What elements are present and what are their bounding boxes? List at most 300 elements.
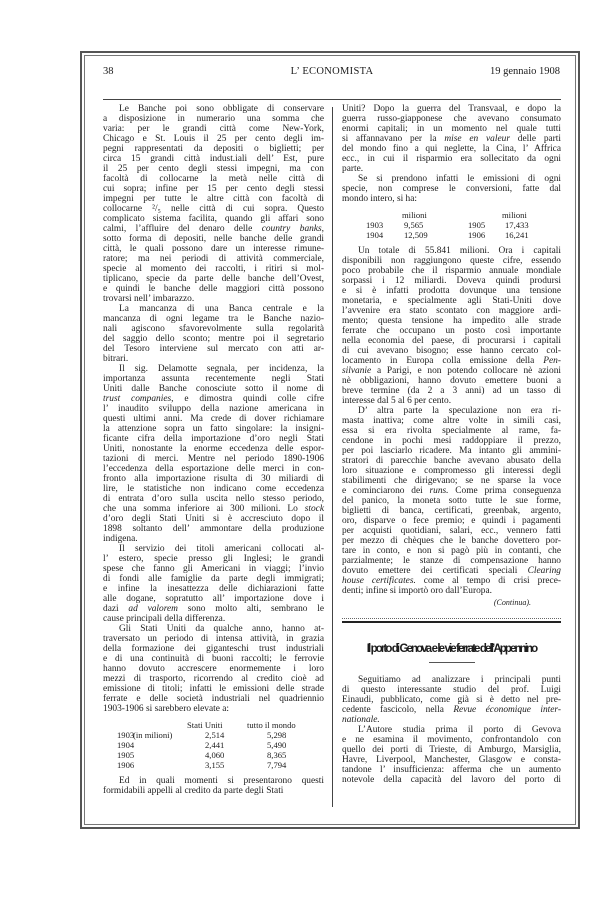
text-segment: importanza assunta recentemente negli Stati xyxy=(103,374,324,384)
text-line xyxy=(103,644,324,654)
text-segment: e cominciarono dei xyxy=(342,486,430,496)
text-segment: biglietti di banca, certificati, greenbak, argento, xyxy=(342,506,561,516)
value-cell: 16,241 xyxy=(505,230,529,240)
text-line xyxy=(342,426,561,436)
text-line xyxy=(103,144,324,154)
value-cell: 9,565 xyxy=(404,220,424,230)
text-line xyxy=(342,586,561,596)
text-line xyxy=(103,704,324,714)
text-segment: stabilimenti che dirigevano; se ne sparse la voce xyxy=(342,476,561,486)
world-value-cell: 8,365 xyxy=(267,750,287,760)
text-segment: Se si prendono infatti le emissioni di ogni xyxy=(358,174,561,184)
text-segment: a disposizione in numerario una somma che xyxy=(103,114,324,124)
issue-date: 19 gennaio 1908 xyxy=(490,66,560,77)
text-segment: essa si era rivolta specialmente al rame, fa- xyxy=(342,426,561,436)
table-header-row xyxy=(342,210,561,220)
text-line xyxy=(103,184,324,194)
text-line xyxy=(342,336,561,346)
text-segment: ficante cifra della importazione d’oro negli Stati xyxy=(103,434,324,444)
text-segment: specie, non comprese le conversioni, fatte dal xyxy=(342,184,561,194)
text-segment: l’avvenire era stato scontato con maggiore ardi- xyxy=(342,306,561,316)
world-emissions-table xyxy=(342,210,561,240)
text-line xyxy=(342,436,561,446)
text-line xyxy=(342,256,561,266)
text-segment: che una somma inferiore ai 300 milioni. Lo xyxy=(103,504,305,514)
text-segment: nella economia del paese, di procurarsi i capitali xyxy=(342,336,561,346)
text-segment: Havre, Liverpool, Manchester, Glasgow e consta- xyxy=(342,755,561,765)
column-divider xyxy=(332,107,333,807)
text-line xyxy=(342,775,561,785)
paragraph xyxy=(342,174,561,204)
text-segment: del Tesoro interviene sul mercato con atti ar- xyxy=(103,344,324,354)
text-line xyxy=(342,675,561,685)
text-line xyxy=(103,284,324,294)
usa-value-cell: 2,441 xyxy=(205,740,225,750)
text-segment: locamento in Europa colla emissione della xyxy=(342,356,544,366)
us-emissions-table xyxy=(103,720,324,770)
text-line xyxy=(342,705,561,715)
paragraph xyxy=(342,246,561,406)
text-line xyxy=(103,154,324,164)
text-segment: stratori di parecchie banche avevano abusato della xyxy=(342,456,561,466)
text-line xyxy=(342,246,561,256)
italic-text: Revue économique inter- xyxy=(453,705,561,715)
text-segment: trovarsi nell’ imbarazzo. xyxy=(103,294,195,304)
paragraph xyxy=(342,675,561,725)
text-line xyxy=(342,456,561,466)
left-closing-paragraph xyxy=(103,776,324,796)
text-line xyxy=(342,695,561,705)
unit-label-right: milioni xyxy=(502,210,527,220)
left-column xyxy=(103,104,324,796)
table-row xyxy=(103,730,324,740)
text-segment: di fondi alle famiglie da parte degli immigrati; xyxy=(103,574,324,584)
text-line xyxy=(103,584,324,594)
paragraph xyxy=(342,104,561,174)
text-line xyxy=(342,266,561,276)
text-line xyxy=(342,346,561,356)
text-line xyxy=(342,296,561,306)
table-header-row xyxy=(103,720,324,730)
text-line xyxy=(103,374,324,384)
text-line xyxy=(342,486,561,496)
text-segment: lire, le statistiche non indicano come eccedenza xyxy=(103,484,324,494)
text-segment: città, le quali possono dare un interesse rimune- xyxy=(103,244,324,254)
text-segment: l’ inaudito sviluppo della nazione americana in xyxy=(103,404,324,414)
text-segment: 1903-1906 si sarebbero elevate a: xyxy=(103,704,229,714)
text-line xyxy=(103,504,324,514)
article-title xyxy=(342,640,561,658)
text-segment: La mancanza di una Banca centrale e la xyxy=(119,304,324,314)
text-line xyxy=(342,685,561,695)
text-line xyxy=(342,755,561,765)
text-segment: di entrata d’oro sulla uscita nello stesso periodo, xyxy=(103,494,324,504)
italic-text: house certificates. xyxy=(342,576,416,586)
text-segment: e ne esamina il movimento, confrontandolo con xyxy=(342,735,561,745)
text-line xyxy=(103,564,324,574)
usa-value-cell: 4,060 xyxy=(205,750,225,760)
text-line xyxy=(342,506,561,516)
text-line xyxy=(342,576,561,586)
year-cell: 1906 xyxy=(117,760,135,770)
text-segment: collocarne ²/₅ nelle città di cui sopra. Questo xyxy=(103,204,324,214)
text-segment: D’ altra parte la speculazione non era ri- xyxy=(358,406,561,416)
text-line xyxy=(342,546,561,556)
text-line xyxy=(103,544,324,554)
text-segment: emissione di titoli; infatti le emissioni delle strade xyxy=(103,684,324,694)
text-segment: monetaria, e specialmente agli Stati-Uniti dove xyxy=(342,296,561,306)
year-cell: 1904 xyxy=(366,230,384,240)
text-line xyxy=(342,356,561,366)
italic-text: Clearing xyxy=(527,566,561,576)
header-rule xyxy=(103,99,561,100)
text-line xyxy=(103,234,324,244)
page-number: 38 xyxy=(103,66,114,77)
text-segment: dazi xyxy=(103,604,129,614)
text-line xyxy=(342,416,561,426)
text-segment: Uniti, nonostante la enorme eccedenza delle espor- xyxy=(103,444,324,454)
text-segment: della formazione dei giganteschi trust industriali xyxy=(103,644,324,654)
table-row xyxy=(342,220,561,230)
text-segment: nè obbligazioni, hanno dovuto emettere buoni a xyxy=(342,376,561,386)
text-line xyxy=(342,144,561,154)
text-line xyxy=(342,194,561,204)
text-segment: ferrate che occupano un posto così importante xyxy=(342,326,561,336)
table-row xyxy=(103,750,324,760)
paragraph xyxy=(103,624,324,714)
text-segment: Gli Stati Uniti da qualche anno, hanno at- xyxy=(119,624,324,634)
text-segment: circa 15 grandi città indust.iali dell’ Est, pure xyxy=(103,154,324,164)
text-line xyxy=(103,114,324,124)
text-line xyxy=(342,536,561,546)
text-line xyxy=(103,524,324,534)
text-segment: del saggio dello sconto; mentre poi il segretario xyxy=(103,334,324,344)
text-segment: delle parti xyxy=(509,134,561,144)
text-segment: formidabili appelli al credito da parte degli Stati xyxy=(103,786,284,796)
text-segment: per poi lasciarlo ricadere. Ma intanto gli ammini- xyxy=(342,446,561,456)
year-cell: 1903 xyxy=(366,220,384,230)
text-segment: per mezzo di chèques che le banche dovettero por- xyxy=(342,536,561,546)
text-segment: masta inattiva; come altre volte in simili casi, xyxy=(342,416,561,426)
paragraph xyxy=(103,364,324,544)
text-line xyxy=(103,786,324,796)
italic-text: silvanie xyxy=(342,366,372,376)
text-segment: ferrate e delle società industriali nel quadriennio xyxy=(103,694,324,704)
italic-text: stock xyxy=(304,504,324,514)
text-line xyxy=(103,344,324,354)
text-segment: Einaudi, pubblicato, come già si è detto nel pre- xyxy=(342,695,561,705)
text-segment: varia: per le grandi città come New-York, xyxy=(103,124,324,134)
italic-text: nationale. xyxy=(342,715,380,725)
right-paragraphs-after-table xyxy=(342,246,561,596)
text-line xyxy=(103,174,324,184)
text-line xyxy=(342,406,561,416)
text-line xyxy=(342,556,561,566)
text-segment: cedente fascicolo, nella xyxy=(342,705,454,715)
right-column xyxy=(342,104,561,785)
table-row xyxy=(103,760,324,770)
text-line xyxy=(103,134,324,144)
text-segment: e infine la inesattezza delle dichiarazioni fatte xyxy=(103,584,324,594)
text-line xyxy=(103,424,324,434)
text-line xyxy=(342,745,561,755)
text-line xyxy=(103,164,324,174)
text-segment: e si è infatti prodotta dovunque una tensione xyxy=(342,286,561,296)
text-segment: il 25 per cento degli stessi impegni, ma con xyxy=(103,164,324,174)
text-segment: calmi, l’affluire del denaro delle xyxy=(103,224,262,234)
text-segment: Un totale di 55.841 milioni. Ora i capitali xyxy=(358,246,561,256)
unit-label-left: milioni xyxy=(402,210,427,220)
text-line xyxy=(342,154,561,164)
text-line xyxy=(103,254,324,264)
text-segment: del mondo fino a qui neglette, la Cina, l’ Affrica xyxy=(342,144,561,154)
text-segment: guerra russo-giapponese che avevano consumato xyxy=(342,114,561,124)
text-line xyxy=(342,725,561,735)
text-segment: e dimostra quindi colle cifre xyxy=(173,394,324,404)
text-line xyxy=(103,614,324,624)
text-line xyxy=(103,634,324,644)
text-line xyxy=(342,316,561,326)
text-line xyxy=(103,364,324,374)
text-segment: Come prima conseguenza xyxy=(448,486,561,496)
paragraph xyxy=(103,304,324,364)
text-segment: e di una continuità di buoni raccolti; le ferrovie xyxy=(103,654,324,664)
paragraph xyxy=(342,406,561,596)
text-segment: cendone in pochi mesi raddoppiare il prezzo, xyxy=(342,436,561,446)
text-segment: del panico, la moneta sotto tutte le sue forme, xyxy=(342,496,561,506)
text-line xyxy=(103,534,324,544)
text-line xyxy=(103,124,324,134)
text-segment: 1898 soltanto dell’ ammontare della produzione xyxy=(103,524,324,534)
text-line xyxy=(342,134,561,144)
text-segment: alle dogane, sopratutto all’ importazione dove i xyxy=(103,594,324,604)
text-segment: come al tempo di crisi prece- xyxy=(415,576,561,586)
text-line xyxy=(103,294,324,304)
text-segment: notevole della capacità del lavoro del porto di xyxy=(342,775,561,785)
title-underline xyxy=(429,662,475,675)
text-segment: tazioni di merci. Mentre nel periodo 1890-1906 xyxy=(103,454,324,464)
text-segment: d’oro degli Stati Uniti si è accresciuto dopo il xyxy=(103,514,324,524)
text-line xyxy=(103,776,324,786)
text-line xyxy=(342,164,561,174)
text-line xyxy=(103,394,324,404)
text-line xyxy=(342,446,561,456)
unit-note: (in milioni) xyxy=(133,730,173,740)
left-paragraphs xyxy=(103,104,324,714)
text-segment: fronto alla importazione risulta di 30 miliardi di xyxy=(103,474,324,484)
text-segment: a Parigi, e non potendo collocare nè azioni xyxy=(371,366,561,376)
text-line xyxy=(103,454,324,464)
text-line xyxy=(342,286,561,296)
journal-title: L’ ECONOMISTA xyxy=(290,66,374,77)
italic-text: Pen- xyxy=(543,356,561,366)
text-line xyxy=(342,735,561,745)
text-line xyxy=(342,715,561,725)
world-value-cell: 7,794 xyxy=(267,760,287,770)
text-line xyxy=(342,396,561,406)
text-segment: traversato un periodo di intensa attività, in grazia xyxy=(103,634,324,644)
text-line xyxy=(103,274,324,284)
text-segment: ratore; ma nei periodi di attività commerciale, xyxy=(103,254,324,264)
value-cell: 17,433 xyxy=(505,220,529,230)
text-segment: questi ultimi anni. Ma crede di dover richiamare xyxy=(103,414,324,424)
text-line xyxy=(342,306,561,316)
text-line xyxy=(103,304,324,314)
text-segment: parte. xyxy=(342,164,364,174)
text-line xyxy=(103,204,324,214)
text-line xyxy=(342,326,561,336)
text-segment: Seguitiamo ad analizzare i principali punti xyxy=(358,675,561,685)
text-segment: mancanza di ogni legame tra le Banche nazio- xyxy=(103,314,324,324)
text-line xyxy=(103,324,324,334)
column-header-world: tutto il mondo xyxy=(247,720,296,730)
text-segment: poco probabile che il risparmio annuale mondiale xyxy=(342,266,561,276)
text-segment: tandone l’ insufficienza: afferma che un aumento xyxy=(342,765,561,775)
text-segment: disponibili non raggiungono queste cifre, essendo xyxy=(342,256,561,266)
text-line xyxy=(103,474,324,484)
text-segment: cui sopra; infine per 15 per cento degli stessi xyxy=(103,184,324,194)
text-line xyxy=(103,264,324,274)
text-segment: mondo intero, si ha: xyxy=(342,194,417,204)
right-paragraphs-before-table xyxy=(342,104,561,204)
thick-rule xyxy=(342,621,561,623)
text-segment: , xyxy=(321,224,324,234)
text-segment: impegni per tutte le altre città con facoltà di xyxy=(103,194,324,204)
text-segment: breve termine (da 2 a 3 anni) ad un tasso di xyxy=(342,386,561,396)
text-segment: di questo interessante studio del prof. Luigi xyxy=(342,685,561,695)
world-value-cell: 5,490 xyxy=(267,740,287,750)
text-segment: mezzi di trasporto, ricorrendo al credito cioè ad xyxy=(103,674,324,684)
text-line xyxy=(103,594,324,604)
continued-note: (Continua). xyxy=(493,598,531,607)
text-segment: l’eccedenza della esportazione delle merci in con- xyxy=(103,464,324,474)
text-line xyxy=(103,384,324,394)
paragraph xyxy=(103,104,324,304)
year-cell: 1905 xyxy=(117,750,135,760)
text-line xyxy=(103,654,324,664)
text-segment: denti; infine si importò oro dall’Europa. xyxy=(342,586,492,596)
text-line xyxy=(342,366,561,376)
text-line xyxy=(103,104,324,114)
text-line xyxy=(103,334,324,344)
column-header-usa: Stati Uniti xyxy=(187,720,223,730)
text-line xyxy=(342,376,561,386)
text-line xyxy=(103,464,324,474)
value-cell: 12,509 xyxy=(404,230,428,240)
text-segment: per acquisti quotidiani, salari, ecc., vennero fatti xyxy=(342,526,561,536)
text-segment: sotto forma di depositi, nelle banche delle grandi xyxy=(103,234,324,244)
text-segment: pegni rappresentati da depositi o biglietti; per xyxy=(103,144,324,154)
text-segment: Il servizio dei titoli americani collocati al- xyxy=(119,544,324,554)
text-line xyxy=(342,276,561,286)
text-segment: ecc., in cui il risparmio era sollecitato da ogni xyxy=(342,154,561,164)
table-row xyxy=(342,230,561,240)
text-line xyxy=(103,494,324,504)
text-line xyxy=(103,224,324,234)
text-line xyxy=(103,604,324,614)
text-segment: si affannavano per la xyxy=(342,134,445,144)
text-line xyxy=(103,434,324,444)
text-segment: sorpassi i 12 miliardi. Doveva quindi prodursi xyxy=(342,276,561,286)
text-line xyxy=(342,496,561,506)
text-line xyxy=(103,694,324,704)
text-segment: sono molto alti, sembrano le xyxy=(177,604,325,614)
text-line xyxy=(342,476,561,486)
text-segment: tiplicano, specie da parte delle banche dell’Ovest, xyxy=(103,274,324,284)
text-line xyxy=(103,554,324,564)
text-line xyxy=(342,516,561,526)
text-segment: di cui avevano bisogno; esse hanno cercato col- xyxy=(342,346,561,356)
text-segment: l’ estero, specie presso gli Inglesi; le grandi xyxy=(103,554,324,564)
text-line xyxy=(342,104,561,114)
text-line xyxy=(342,526,561,536)
text-segment: mento; questa tensione ha impedito alle strade xyxy=(342,316,561,326)
text-line xyxy=(342,184,561,194)
world-value-cell: 5,298 xyxy=(267,730,287,740)
usa-value-cell: 2,514 xyxy=(205,730,225,740)
text-line xyxy=(103,314,324,324)
usa-value-cell: 3,155 xyxy=(205,760,225,770)
paragraph xyxy=(103,776,324,796)
paragraph xyxy=(342,725,561,785)
text-segment: indigena. xyxy=(103,534,138,544)
text-line xyxy=(103,514,324,524)
text-line xyxy=(103,214,324,224)
text-segment: facoltà di collocarne la metà nelle città di xyxy=(103,174,324,184)
text-segment: specie al momento dei raccolti, i ritiri si mol- xyxy=(103,264,324,274)
text-line xyxy=(103,444,324,454)
text-line xyxy=(103,414,324,424)
year-cell: 1903 xyxy=(117,730,135,740)
text-segment: cause principali della differenza. xyxy=(103,614,226,624)
italic-text: ad valorem xyxy=(128,604,178,614)
text-segment: Chicago e St. Louis il 25 per cento degli im- xyxy=(103,134,324,144)
text-segment: Le Banche poi sono obbligate di conservare xyxy=(119,104,324,114)
text-line xyxy=(103,664,324,674)
text-segment: hanno dovuto accrescere enormemente i loro xyxy=(103,664,324,674)
text-segment: dovuto emettere dei certificati speciali xyxy=(342,566,528,576)
text-segment: Uniti dalle Banche conosciute sotto il nome di xyxy=(103,384,324,394)
text-segment: la attenzione sopra un fatto singolare: la insigni- xyxy=(103,424,324,434)
text-line xyxy=(103,684,324,694)
article-body xyxy=(342,675,561,785)
text-segment: Uniti? Dopo la guerra del Transvaal, e dopo la xyxy=(342,104,561,114)
text-line xyxy=(342,386,561,396)
text-segment: L’Autore studia prima il porto di Gevova xyxy=(358,725,561,735)
text-segment: nali agiscono sfavorevolmente sulla regolarità xyxy=(103,324,324,334)
text-line xyxy=(342,765,561,775)
text-segment: enormi capitali; in un momento nel quale tutti xyxy=(342,124,561,134)
text-line xyxy=(342,124,561,134)
text-segment: Ed in quali momenti si presentarono questi xyxy=(119,776,324,786)
text-line xyxy=(103,484,324,494)
table-row xyxy=(103,740,324,750)
text-segment: quello dei porti di Trieste, di Amburgo, Marsiglia, xyxy=(342,745,561,755)
italic-text: country banks xyxy=(261,224,322,234)
italic-text: runs. xyxy=(429,486,449,496)
paragraph xyxy=(103,544,324,624)
section-separator xyxy=(342,618,561,624)
text-line xyxy=(342,466,561,476)
year-cell: 1905 xyxy=(468,220,486,230)
text-segment: spese che fanno gli Americani in viaggi; l’invio xyxy=(103,564,324,574)
italic-text: mise en valeur xyxy=(444,134,510,144)
text-line xyxy=(103,624,324,634)
text-line xyxy=(103,244,324,254)
text-line xyxy=(103,574,324,584)
dotted-rule xyxy=(342,618,561,619)
text-segment: interesse dal 5 al 6 per cento. xyxy=(342,396,452,406)
